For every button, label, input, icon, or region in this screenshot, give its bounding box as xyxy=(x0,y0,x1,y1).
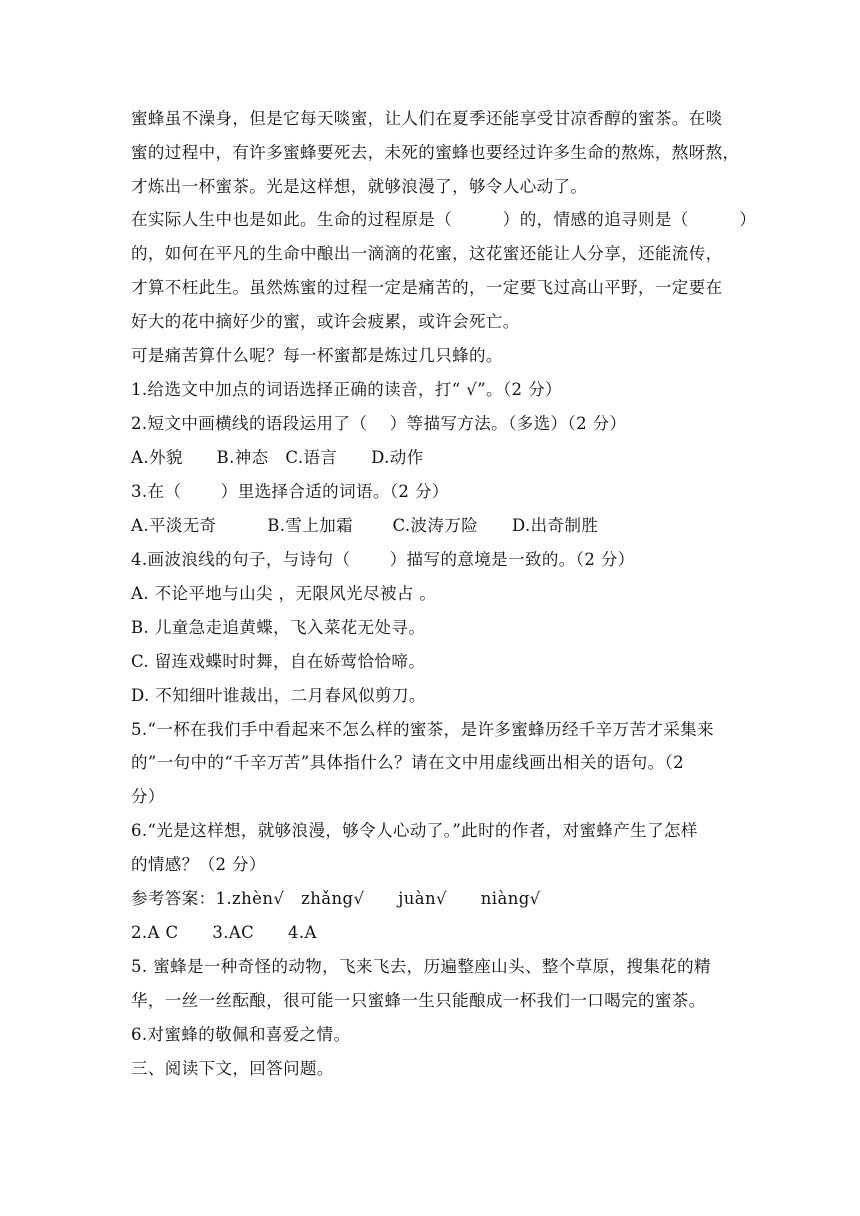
option-line: A. 不论平地与山尖 ，无限风光尽被占 。 xyxy=(131,584,437,603)
text-line: 蜜蜂虽不澡身，但是它每天啖蜜，让人们在夏季还能享受甘凉香醇的蜜茶。在啖 xyxy=(131,109,723,128)
text-line: 好大的花中摘好少的蜜，或许会疲累，或许会死亡。 xyxy=(131,312,520,331)
text-line: 在实际人生中也是如此。生命的过程原是（ ）的，情感的追寻则是（ ） xyxy=(131,210,757,229)
answer-line: 华，一丝一丝酝酿，很可能一只蜜蜂一生只能酿成一杯我们一口喝完的蜜茶。 xyxy=(131,991,706,1010)
option-line: D. 不知细叶谁裁出，二月春风似剪刀。 xyxy=(131,686,426,705)
answer-line: 5. 蜜蜂是一种奇怪的动物，飞来飞去，历遍整座山头、整个草原，搜集花的精 xyxy=(131,957,711,976)
answer-line: 6.对蜜蜂的敬佩和喜爱之情。 xyxy=(131,1025,351,1044)
question-line: 3.在（ ）里选择合适的词语。（2 分） xyxy=(131,482,449,501)
answer-line: 2.A C 3.AC 4.A xyxy=(131,923,317,942)
question-line: 的情感？（2 分） xyxy=(131,855,266,874)
text-line: 的，如何在平凡的生命中酿出一滴滴的花蜜，这花蜜还能让人分享，还能流传， xyxy=(131,244,723,263)
question-line: 6.“光是这样想，就够浪漫，够令人心动了。”此时的作者，对蜜蜂产生了怎样 xyxy=(131,821,698,840)
question-line: 5.“一杯在我们手中看起来不怎么样的蜜茶，是许多蜜蜂历经千辛万苦才采集来 xyxy=(131,720,715,739)
question-line: 1.给选文中加点的词语选择正确的读音，打“ √”。（2 分） xyxy=(131,380,562,399)
question-line: 分） xyxy=(131,787,165,806)
question-line: 2.短文中画横线的语段运用了（ ）等描写方法。（多选）（2 分） xyxy=(131,414,627,433)
question-line: 的”一句中的“千辛万苦”具体指什么？请在文中用虚线画出相关的语句。（2 xyxy=(131,753,685,772)
answer-line: 参考答案：1.zhèn√ zhǎng√ juàn√ niàng√ xyxy=(131,889,541,908)
question-line: 4.画波浪线的句子，与诗句（ ）描写的意境是一致的。（2 分） xyxy=(131,550,635,569)
option-line: B. 儿童急走追黄蝶，飞入菜花无处寻。 xyxy=(131,618,426,637)
text-line: 蜜的过程中，有许多蜜蜂要死去，未死的蜜蜂也要经过许多生命的熬炼，熬呀熬， xyxy=(131,143,740,162)
option-line: A.外貌 B.神态 C.语言 D.动作 xyxy=(131,448,424,467)
section-heading: 三、阅读下文，回答问题。 xyxy=(131,1059,334,1078)
option-line: A.平淡无奇 B.雪上加霜 C.波涛万险 D.出奇制胜 xyxy=(131,516,599,535)
option-line: C. 留连戏蝶时时舞，自在娇莺恰恰啼。 xyxy=(131,652,426,671)
text-line: 才算不枉此生。虽然炼蜜的过程一定是痛苦的，一定要飞过高山平野，一定要在 xyxy=(131,278,723,297)
text-line: 可是痛苦算什么呢？每一杯蜜都是炼过几只蜂的。 xyxy=(131,346,503,365)
text-line: 才炼出一杯蜜茶。光是这样想，就够浪漫了，够令人心动了。 xyxy=(131,177,588,196)
